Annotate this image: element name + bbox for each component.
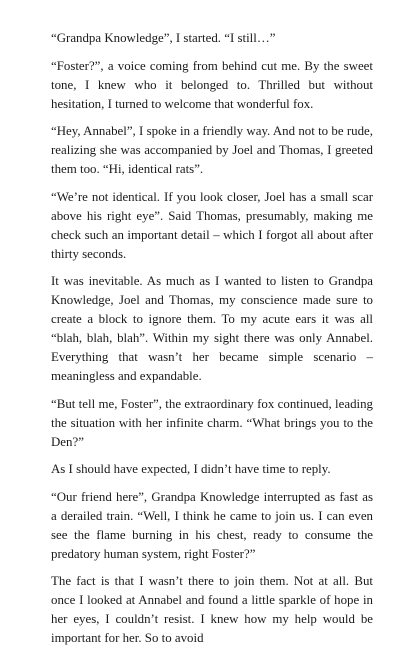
- paragraph: “Hey, Annabel”, I spoke in a friendly way. And not to be rude, realizing she was accompanied by Joel and Thomas, I greeted them too. “Hi, identical rats”.: [51, 124, 373, 176]
- paragraph: “We’re not identical. If you look closer, Joel has a small scar above his right eye”. Said Thomas, presumably, making me check such an important detail – which I forgot all about after thirty seconds.: [51, 189, 373, 261]
- paragraph: “Foster?”, a voice coming from behind cut me. By the sweet tone, I knew who it belonged to. Thrilled but without hesitation, I turned to welcome that wonderful fox.: [51, 58, 373, 111]
- paragraph: “Grandpa Knowledge”, I started. “I still…”: [51, 31, 276, 45]
- paragraph: As I should have expected, I didn’t have time to reply.: [51, 462, 331, 476]
- paragraph: “But tell me, Foster”, the extraordinary fox continued, leading the situation with her infinite charm. “What brings you to the Den?”: [51, 396, 373, 449]
- paragraph: The fact is that I wasn’t there to join them. Not at all. But once I looked at Annabel and found a little sparkle of hope in her eyes, I couldn’t resist. I knew how my help would be important for her. So to avoid: [51, 574, 373, 645]
- story-text: [51, 29, 373, 657]
- paragraph: It was inevitable. As much as I wanted to listen to Grandpa Knowledge, Joel and Thomas, my conscience made sure to create a block to ignore them. To my acute ears it was all “blah, blah, blah”. Within my sight there was only Annabel. Everything that wasn’t her became simple scenario – meaningless and expandable.: [51, 274, 373, 383]
- paragraph: “Our friend here”, Grandpa Knowledge interrupted as fast as a derailed train. “Well, I think he came to join us. I can even see the flame burning in his chest, ready to consume the predatory human system, right Foster?”: [51, 489, 373, 561]
